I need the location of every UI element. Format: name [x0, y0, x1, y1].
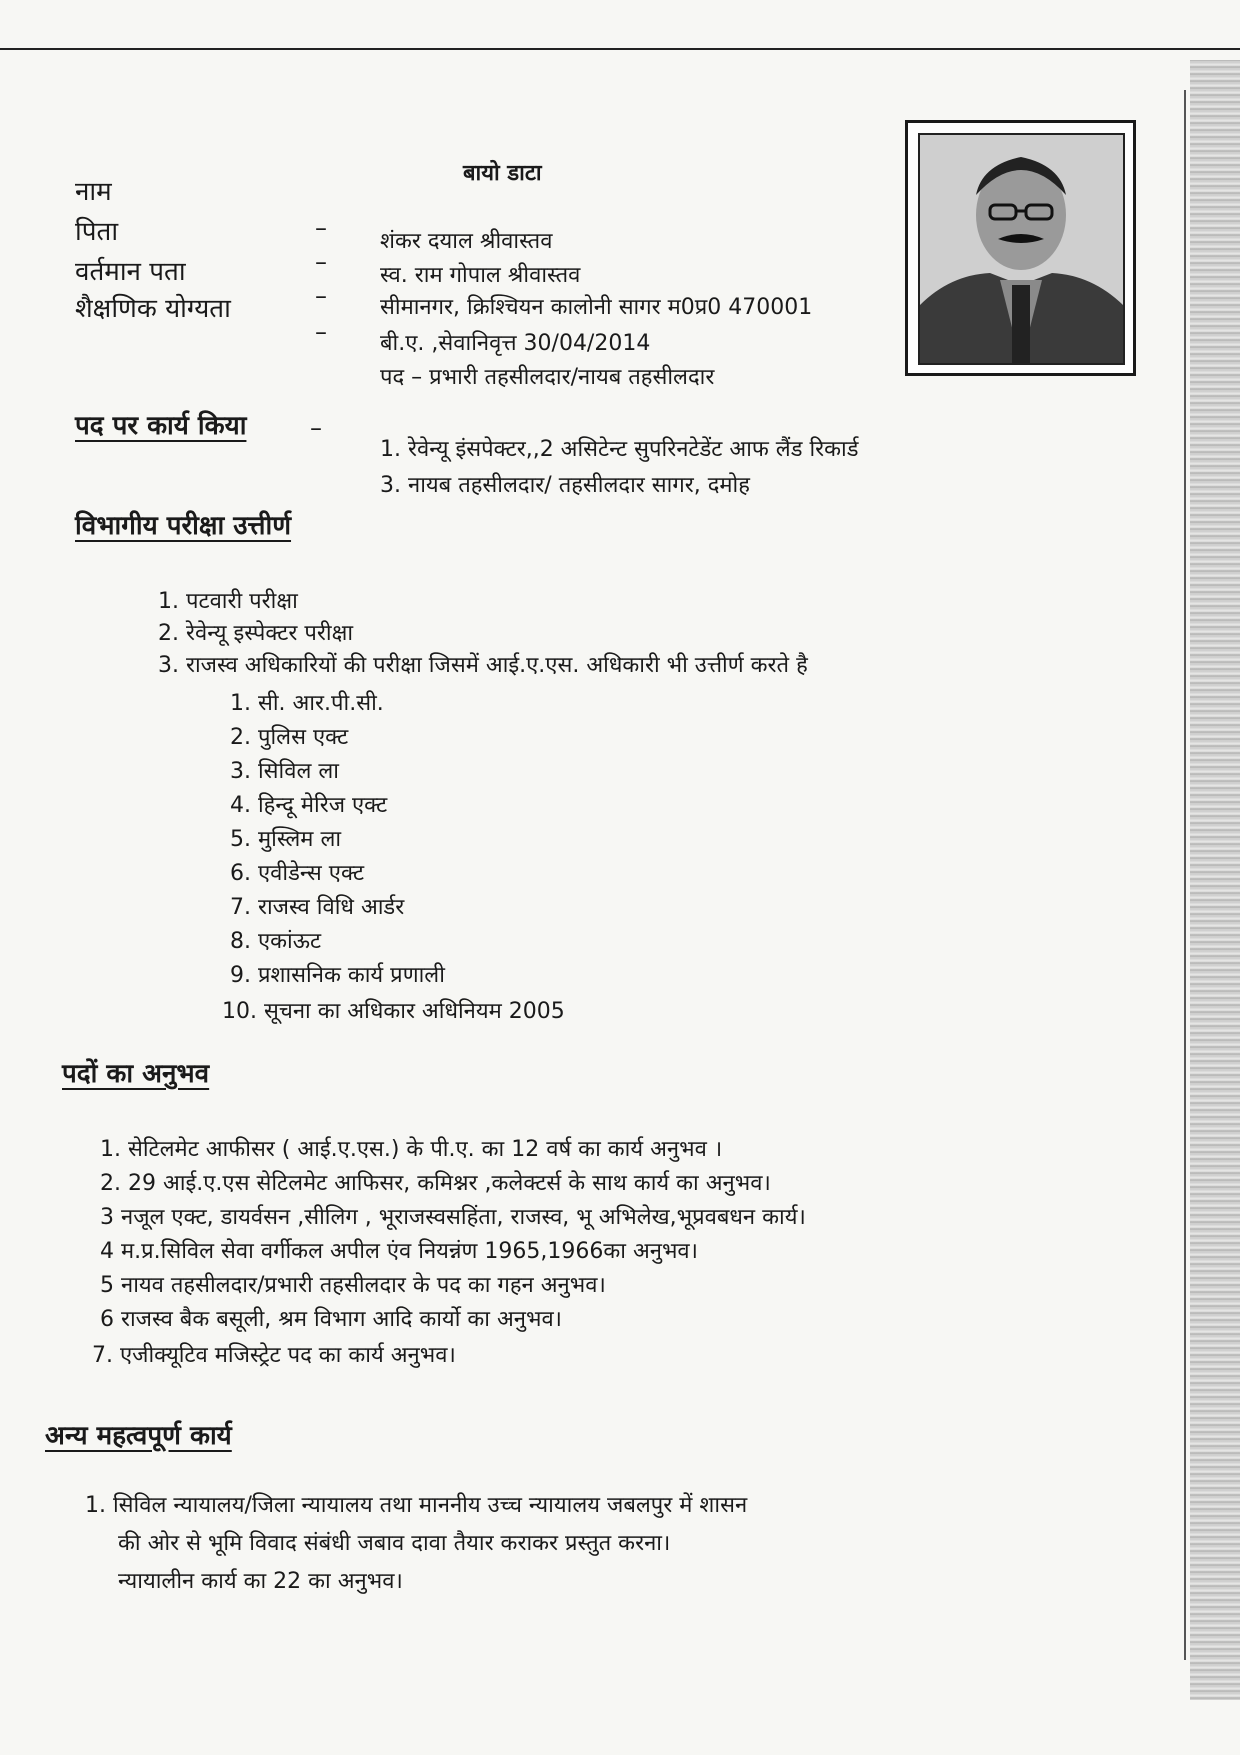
experience-item-7: 7. एजीक्यूटिव मजिस्ट्रेट पद का कार्य अनुभव।: [92, 1343, 456, 1368]
value-father: स्व. राम गोपाल श्रीवास्तव: [380, 263, 581, 288]
exam-subitem-5: 5. मुस्लिम ला: [230, 827, 342, 852]
value-education: बी.ए. ,सेवानिवृत्त 30/04/2014: [380, 331, 651, 356]
top-rule: [0, 48, 1240, 50]
experience-item-1: 1. सेटिलमेट आफीसर ( आई.ए.एस.) के पी.ए. का 12 वर्ष का कार्य अनुभव ।: [100, 1137, 723, 1162]
dash-1: –: [315, 214, 327, 242]
dash-3: –: [315, 282, 327, 310]
experience-item-5: 5 नायव तहसीलदार/प्रभारी तहसीलदार के पद का गहन अनुभव।: [100, 1273, 606, 1298]
exam-subitem-8: 8. एकांऊट: [230, 929, 322, 954]
person-portrait-icon: [920, 135, 1123, 363]
other-line-3: न्यायालीन कार्य का 22 का अनुभव।: [118, 1569, 403, 1594]
experience-item-2: 2. 29 आई.ए.एस सेटिलमेट आफिसर, कमिश्नर ,कलेक्टर्स के साथ कार्य का अनुभव।: [100, 1171, 771, 1196]
section-heading-experience: पदों का अनुभव: [62, 1059, 210, 1089]
exam-subitem-9: 9. प्रशासनिक कार्य प्रणाली: [230, 963, 445, 988]
document-title: बायो डाटा: [463, 161, 542, 186]
label-father: पिता: [75, 217, 119, 247]
exam-subitem-1: 1. सी. आर.पी.सी.: [230, 691, 384, 716]
exam-subitem-4: 4. हिन्दू मेरिज एक्ट: [230, 793, 388, 818]
exam-subitem-3: 3. सिविल ला: [230, 759, 340, 784]
value-name: शंकर दयाल श्रीवास्तव: [380, 229, 553, 254]
exam-subitem-10: 10. सूचना का अधिकार अधिनियम 2005: [222, 999, 565, 1024]
section-heading-posts: पद पर कार्य किया: [75, 411, 247, 441]
other-line-1: 1. सिविल न्यायालय/जिला न्यायालय तथा माननीय उच्च न्यायालय जबलपुर में शासन: [85, 1493, 748, 1518]
profile-photo: [918, 133, 1125, 365]
exam-subitem-2: 2. पुलिस एक्ट: [230, 725, 349, 750]
dash-2: –: [315, 248, 327, 276]
other-line-2: की ओर से भूमि विवाद संबंधी जबाव दावा तैयार कराकर प्रस्तुत करना।: [118, 1531, 671, 1556]
posts-dash: –: [310, 414, 322, 442]
value-post: पद – प्रभारी तहसीलदार/नायब तहसीलदार: [380, 365, 715, 390]
experience-item-4: 4 म.प्र.सिविल सेवा वर्गीकल अपील एंव नियन्नंण 1965,1966का अनुभव।: [100, 1239, 698, 1264]
experience-item-6: 6 राजस्व बैक बसूली, श्रम विभाग आदि कार्यो का अनुभव।: [100, 1307, 563, 1332]
dash-4: –: [315, 318, 327, 346]
exam-subitem-7: 7. राजस्व विधि आर्डर: [230, 895, 405, 920]
exam-subitem-6: 6. एवीडेन्स एक्ट: [230, 861, 365, 886]
experience-item-3: 3 नजूल एक्ट, डायर्वसन ,सीलिग , भूराजस्वसहिंता, राजस्व, भू अभिलेख,भूप्रवबधन कार्य।: [100, 1205, 806, 1230]
profile-photo-frame: [905, 120, 1136, 376]
scan-edge-noise: [1190, 60, 1240, 1700]
exam-item-3: 3. राजस्व अधिकारियों की परीक्षा जिसमें आई.ए.एस. अधिकारी भी उत्तीर्ण करते है: [158, 653, 808, 678]
label-name: नाम: [75, 177, 112, 207]
section-heading-other: अन्य महत्वपूर्ण कार्य: [45, 1421, 232, 1451]
posts-line-1: 1. रेवेन्यू इंसपेक्टर,,2 असिटेन्ट सुपरिनटेडेंट आफ लैंड रिकार्ड: [380, 437, 859, 462]
posts-line-2: 3. नायब तहसीलदार/ तहसीलदार सागर, दमोह: [380, 473, 750, 498]
label-education: शैक्षणिक योग्यता: [75, 294, 231, 324]
scan-edge-line: [1184, 90, 1186, 1660]
value-address: सीमानगर, क्रिश्चियन कालोनी सागर म0प्र0 470001: [380, 295, 813, 320]
exam-item-2: 2. रेवेन्यू इस्पेक्टर परीक्षा: [158, 621, 354, 646]
section-heading-exams: विभागीय परीक्षा उत्तीर्ण: [75, 511, 292, 541]
exam-item-1: 1. पटवारी परीक्षा: [158, 589, 298, 614]
label-address: वर्तमान पता: [75, 257, 186, 287]
